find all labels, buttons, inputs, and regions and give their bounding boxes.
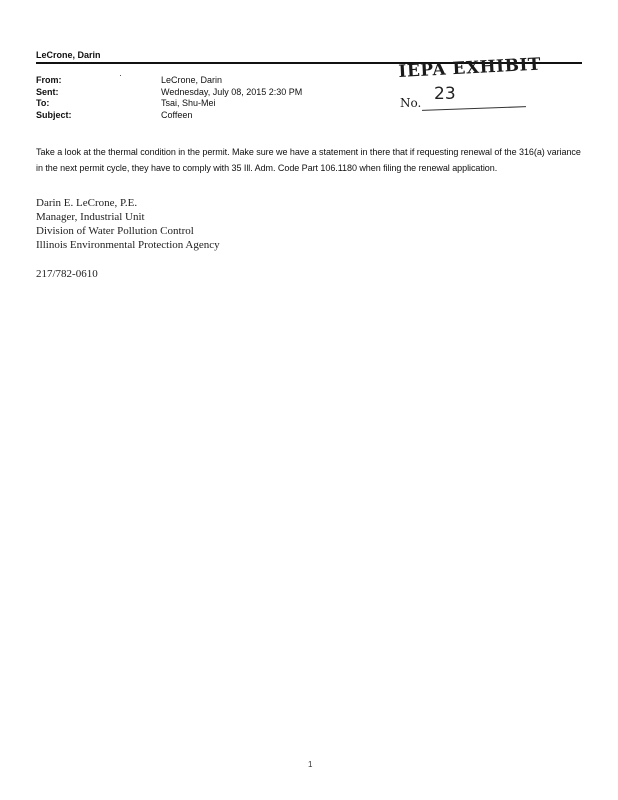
exhibit-stamp-title: IEPA EXHIBIT	[398, 54, 542, 82]
to-label: To:	[36, 98, 50, 108]
email-body: Take a look at the thermal condition in the permit. Make sure we have a statement in there that if requesting renewal of the 316(a) variance in the next permit cycle, they have to comply with 35 Ill. Adm. Code Part 106.1180 when filing the renewal application.	[36, 147, 581, 173]
exhibit-stamp-no-label: No.	[400, 96, 422, 110]
exhibit-stamp-number: 23	[434, 84, 456, 104]
from-value: LeCrone, Darin	[161, 75, 223, 85]
sent-value: Wednesday, July 08, 2015 2:30 PM	[161, 87, 303, 97]
phone-number: 217/782-0610	[36, 268, 98, 280]
page-number: 1	[308, 760, 313, 769]
email-sender-name: LeCrone, Darin	[36, 50, 101, 60]
signature-line: Division of Water Pollution Control	[36, 225, 194, 237]
signature-line: Darin E. LeCrone, P.E.	[36, 197, 138, 209]
signature-line: Illinois Environmental Protection Agency	[36, 239, 220, 251]
subject-label: Subject:	[36, 110, 72, 120]
exhibit-stamp	[398, 54, 542, 118]
exhibit-stamp-underline	[422, 106, 526, 111]
from-label: From:	[36, 75, 62, 85]
sent-label: Sent:	[36, 87, 59, 97]
email-signature	[36, 196, 220, 252]
to-value: Tsai, Shu-Mei	[161, 98, 216, 108]
scan-speck	[120, 75, 121, 76]
subject-value: Coffeen	[161, 110, 193, 120]
signature-line: Manager, Industrial Unit	[36, 211, 145, 223]
